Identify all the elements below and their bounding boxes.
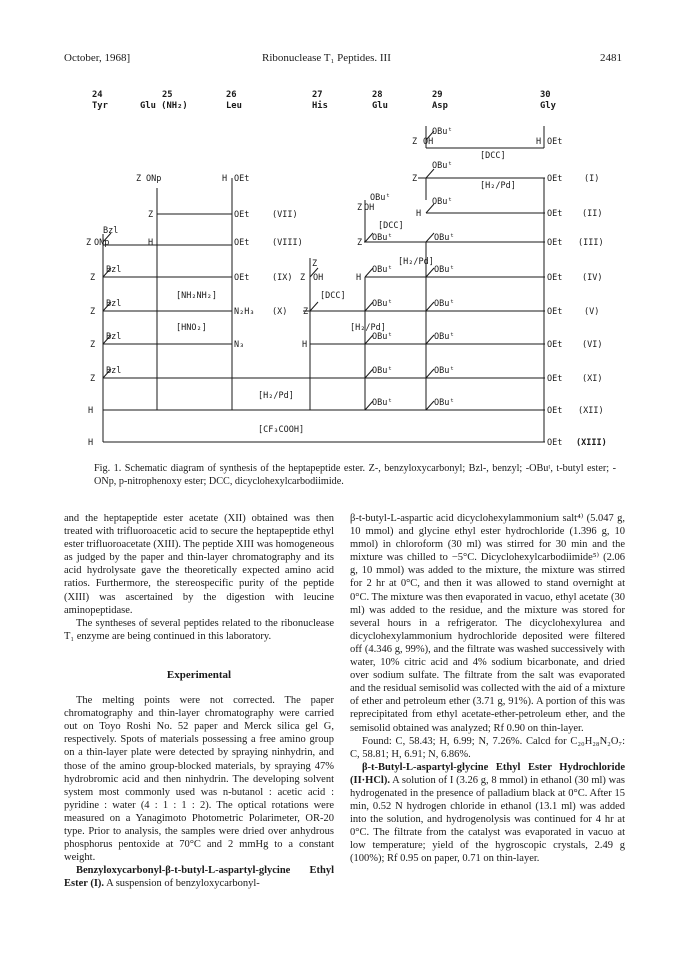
residue-28-num: 28 [372,90,383,100]
ii-oh-label: OH [364,203,375,213]
oet-top-label: OEt [234,174,250,184]
compound-IV: (IV) [582,273,603,283]
v-glu-obut-label: OBuᵗ [372,299,393,309]
v-bzl-label: Bzl [106,299,122,309]
residue-29-num: 29 [432,90,443,100]
iv-asp-obut-label: OBuᵗ [434,265,455,275]
v-z-label: Z [90,307,96,317]
vii-z-label: Z [148,210,154,220]
intermediate-IX: (IX) [272,273,293,283]
top-oh-label: OH [423,137,434,147]
hno2-reagent: [HNO₂] [176,323,207,333]
vi-n3-label: N₃ [234,340,245,350]
compound-VI: (VI) [582,340,603,350]
xi-asp-obut-label: OBuᵗ [434,366,455,376]
dcc-reagent-2: [DCC] [378,221,404,231]
h2pd-reagent-3: [H₂/Pd] [350,323,386,333]
top-obut-label: OBuᵗ [432,127,453,137]
xii-asp-obut-label: OBuᵗ [434,398,455,408]
iii-glu-obut-label: OBuᵗ [372,233,393,243]
iii-z-label: Z [86,238,92,248]
vi-bzl-label: Bzl [106,332,122,342]
xii-glu-obut-label: OBuᵗ [372,398,393,408]
left-para-4 [64,864,334,890]
left-para-4-text: A suspension of benzyloxycarbonyl- [104,878,260,890]
ii-z-label: Z [357,203,363,213]
ii-oet-label: OEt [547,209,563,219]
dcc-reagent-1: [DCC] [480,151,506,161]
onp-z-label: Z [136,174,142,184]
viii-oet-label: OEt [234,238,250,248]
left-para-3: The melting points were not corrected. The paper chromatography and thin-layer chromatography were carried out on Toyo Roshi No. 52 paper and Merck silica gel G, respectively. Spots of materials possessing a free amino group on a thin-layer plate were detected by spraying ninhydrin, and those of the amino group-blocked materials, by spraying 47% hydrobromic acid and then ninhydrin. The developing solvent system most commonly used was n-butanol : acetic acid : pyridine : water (4 : 1 : 1 : 2). The optical rotations were measured on a Yanagimoto Photometric Polarimeter, OR-20 type. Prior to analysis, the samples were dried over anhydrous phosphorus pentoxide at 70°C and 2 mmHg to a constant weight. [64,695,334,864]
compound-I: (I) [584,174,600,184]
sc-asp-xii [426,401,434,410]
sc-his-v [310,302,318,311]
xi-glu-obut-label: OBuᵗ [372,366,393,376]
i-oet-label: OEt [547,174,563,184]
cf3cooh-reagent: [CF₃COOH] [258,425,305,435]
synthesis-diagram [0,0,688,460]
right-para-3-text: A solution of I (3.26 g, 8 mmol) in ethanol (30 ml) was hydrogenated in the presence of palladium black at 0°C. After 15 min, 0.52 N hydrogen chloride in ethanol (13.1 ml) was added into the solution, and hydrogenolysis was continued for 4 hr at 0°C. The filtrate from the catalyst was evaporated in vacuo at low temperature; yield of the hygroscopic crystals, 2.49 g (100%); Rf 0.95 on paper, 0.71 on thin-layer. [350,774,625,865]
oet-h-label: H [222,174,228,184]
residue-28-name: Glu [372,101,388,111]
iv-his-z2-label: Z [300,273,306,283]
h2pd-reagent-2: [H₂/Pd] [398,257,434,267]
h2pd-reagent-4: [H₂/Pd] [258,391,294,401]
nh2nh2-reagent: [NH₂NH₂] [176,291,217,301]
v-his-z-label: Z [303,307,309,317]
xi-z-label: Z [90,374,96,384]
iii-glu-z-label: Z [357,238,363,248]
i-obut-label: OBuᵗ [432,161,453,171]
residue-24-num: 24 [92,90,103,100]
iv-his-oh-label: OH [313,273,324,283]
intermediate-VIII: (VIII) [272,238,303,248]
dcc-reagent-3: [DCC] [320,291,346,301]
left-para-1: and the heptapeptide ester acetate (XII) obtained was then treated with trifluoroacetic acid to secure the heptapeptide ethyl ester trifluoroacetate (XIII). The peptide XIII was homogeneous as judged by the paper and thin-layer chromatography and its acid hydrolysate gave the theoretically expected amino acid ratios. Furthermore, the stereospecific purity of the peptide (XIII) was ascertained by the digestion with leucine aminopeptidase. [64,513,334,616]
iv-his-z-label: Z [312,259,318,269]
intermediate-X: (X) [272,307,288,317]
residue-30-name: Gly [540,101,556,111]
intermediate-VII: (VII) [272,210,298,220]
residue-24-name: Tyr [92,101,108,111]
i-z-label: Z [412,174,418,184]
running-header-title: Ribonuclease T₁ Peptides. III [262,52,391,64]
top-z-label: Z [412,137,418,147]
viii-h-label: H [148,238,154,248]
xii-oet-label: OEt [547,406,563,416]
sc-asp-xi [426,369,434,378]
section-heading-experimental: Experimental [166,668,232,681]
vi-glu-obut-label: OBuᵗ [372,332,393,342]
left-column [64,512,334,890]
sc-asp-iii [426,233,434,242]
right-para-3 [350,761,625,866]
iv-glu-obut-label: OBuᵗ [372,265,393,275]
residue-26-num: 26 [226,90,237,100]
left-para-2: The syntheses of several peptides related to the ribonuclease T₁ enzyme are being continued in this laboratory. [64,617,334,642]
xiii-oet-label: OEt [547,438,563,448]
iv-h-label: H [356,273,362,283]
iv-bzl-label: Bzl [106,265,122,275]
iv-z-label: Z [90,273,96,283]
compound-XII: (XII) [578,406,604,416]
ii-obut2-label: OBuᵗ [432,197,453,207]
sc-asp-iv [426,268,434,277]
compound-ii-title: β-t-Butyl-L-aspartyl-glycine Ethyl Ester Hydrochloride (II·HCl). [350,761,625,786]
vi-h-label: H [302,340,308,350]
vii-oet-label: OEt [234,210,250,220]
h2pd-reagent-1: [H₂/Pd] [480,181,516,191]
vi-z-label: Z [90,340,96,350]
compound-XI: (XI) [582,374,603,384]
iii-onp-label: ONp [94,238,110,248]
diagram-lines [103,126,545,442]
compound-i-title: Benzyloxycarbonyl-β-t-butyl-L-aspartyl-glycine Ethyl Ester (I). [64,865,334,890]
residue-27-name: His [312,101,328,111]
xi-oet-label: OEt [547,374,563,384]
xiii-h-label: H [88,438,94,448]
vi-asp-obut-label: OBuᵗ [434,332,455,342]
ii-h-label: H [416,209,422,219]
residue-30-num: 30 [540,90,551,100]
iv-oet-label: OEt [547,273,563,283]
residue-25-name: Glu (NH₂) [140,101,188,111]
compound-III: (III) [578,238,604,248]
top-h-label: H [536,137,542,147]
xi-bzl-label: Bzl [106,366,122,376]
compound-II: (II) [582,209,603,219]
right-para-1: β-t-butyl-L-aspartic acid dicyclohexylammonium salt⁴⁾ (5.047 g, 10 mmol) and glycine ethyl ester hydrochloride (1.396 g, 10 mmol) in chloroform (30 ml) was stirred for 30 min and the mixture was chilled to −5°C. Dicyclohexylcarbodiimide⁵⁾ (2.06 g, 10 mmol) was added to the mixture, the mixture was stirred for 2 hr at 0°C, and then it was allowed to stand overnight at 0°C. The mixture was then evaporated in vacuo, ethyl acetate (30 ml) was added to the residue, and the mixture was stored for several hours in a refrigerator. The dicyclohexylurea and dicyclohexylammonium hydrochloride deposited were filtered off (4.346 g, 99%), and the filtrate was washed successively with water, 10% citric acid and 4% sodium bicarbonate, and dried over sodium sulfate. The filtrate from the salt was evaporated and the residual semisolid was collected with the aid of a mixture of ether and petroleum ether (3.71 g, 91%). A portion of this was reprecipitated from ethyl acetate-ether-petroleum ether, and the semisolid obtained was analyzed; Rf 0.90 on thin-layer. [350,513,625,734]
residue-26-name: Leu [226,101,242,111]
compound-V: (V) [584,307,600,317]
iii-oet-label: OEt [547,238,563,248]
x-n2h3-label: N₂H₃ [234,307,255,317]
compound-XIII: (XIII) [576,438,607,448]
ix-oet-label: OEt [234,273,250,283]
residue-25-num: 25 [162,90,173,100]
vi-oet-label: OEt [547,340,563,350]
page-number: 2481 [600,52,622,64]
residue-27-num: 27 [312,90,323,100]
iii-asp-obut-label: OBuᵗ [434,233,455,243]
iii-bzl-label: Bzl [103,226,119,236]
v-oet-label: OEt [547,307,563,317]
running-header-left: October, 1968] [64,52,131,64]
sc-asp-v [426,302,434,311]
v-asp-obut-label: OBuᵗ [434,299,455,309]
sc-asp-vi [426,335,434,344]
onp-label: ONp [146,174,162,184]
residue-29-name: Asp [432,101,448,111]
ii-obut-label: OBuᵗ [370,193,391,203]
xii-h-label: H [88,406,94,416]
figure-caption: Fig. 1. Schematic diagram of synthesis of the heptapeptide ester. Z-, benzyloxycarbonyl; Bzl-, benzyl; -OBuᵗ, t-butyl ester; -ONp, p-nitrophenoxy ester; DCC, dicyclohexylcarbodiimide. [94,463,616,487]
right-para-2: Found: C, 58.43; H, 6.99; N, 7.26%. Calcd for C₂₀H₂₈N₂O₇: C, 58.81; H, 6.91; N, 6.86%. [350,735,625,760]
top-oet-label: OEt [547,137,563,147]
right-column [350,512,625,866]
